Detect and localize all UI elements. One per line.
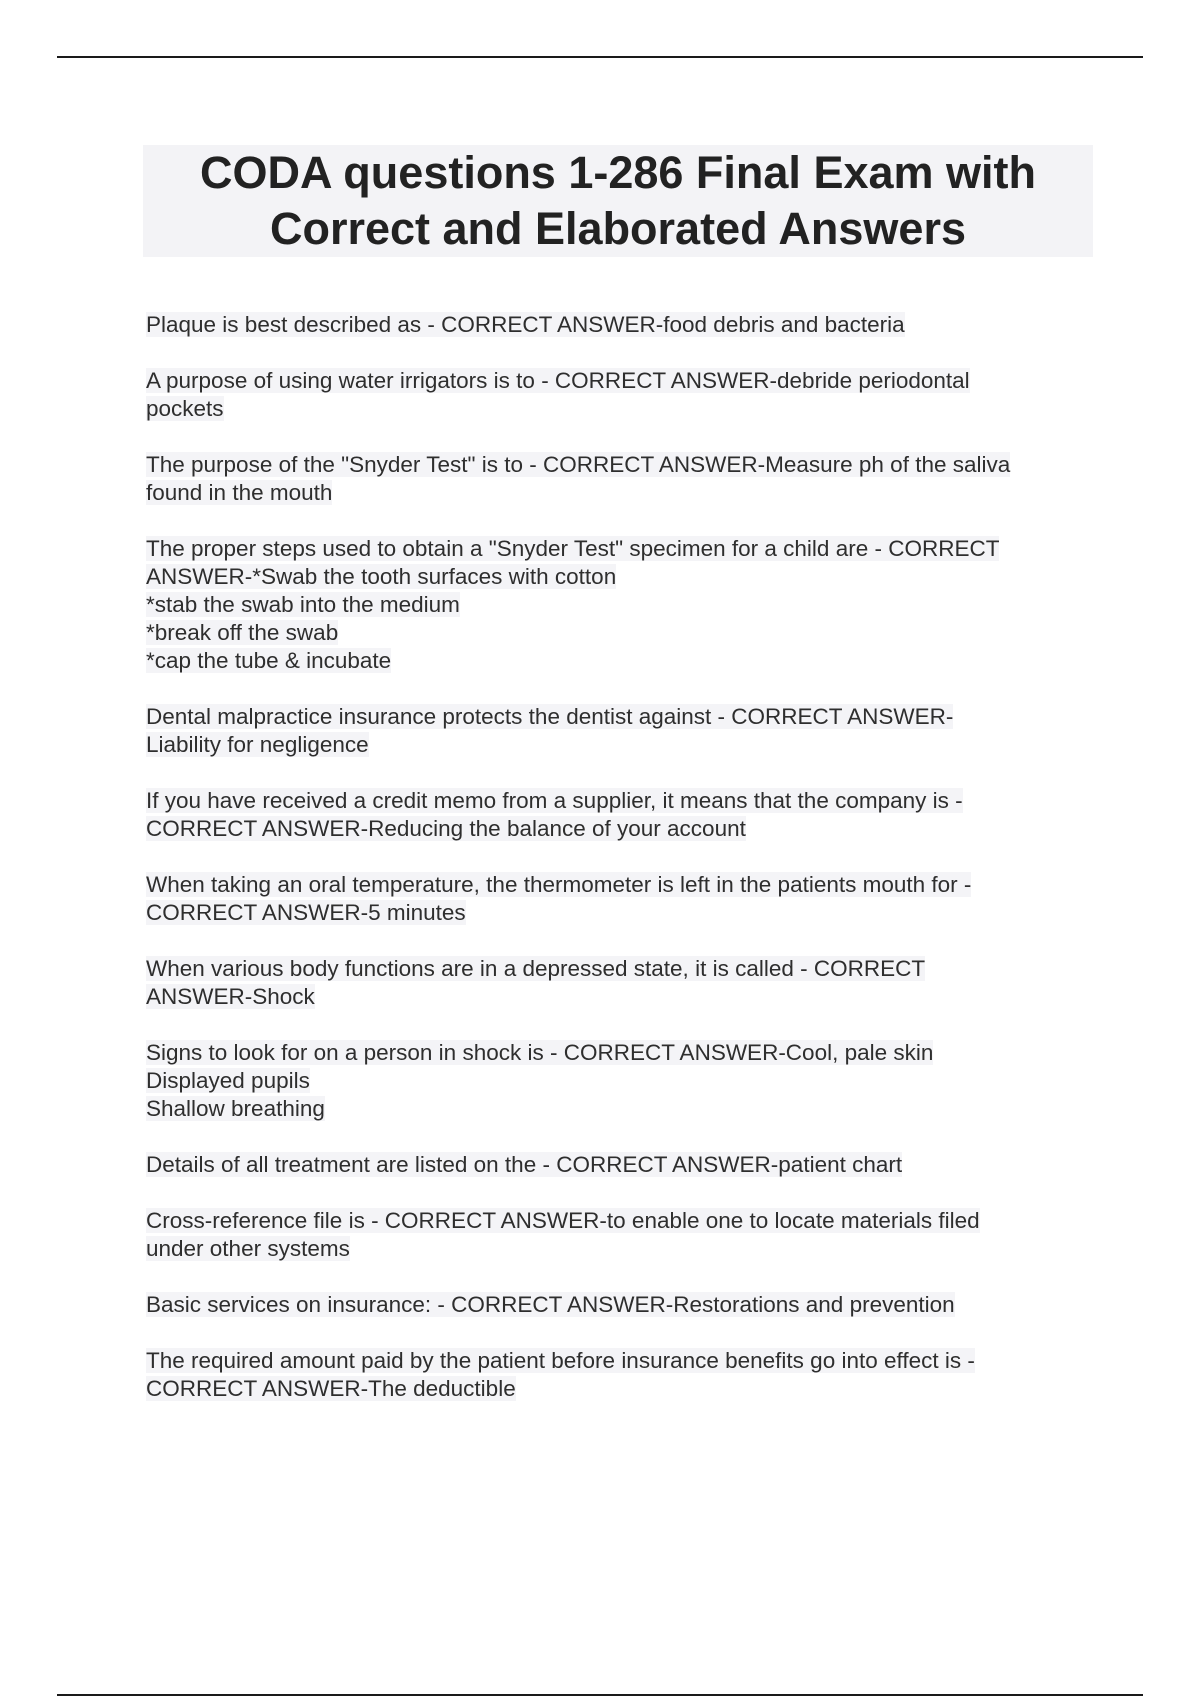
qa-line-text: The purpose of the "Snyder Test" is to - CORRECT ANSWER-Measure ph of the saliva	[146, 452, 1011, 477]
qa-line-text: under other systems	[146, 1236, 350, 1261]
title-line-1: CODA questions 1-286 Final Exam with	[199, 147, 1036, 198]
qa-item	[146, 703, 1086, 759]
qa-item	[146, 367, 1086, 423]
qa-line	[146, 395, 1086, 423]
qa-line-text: ANSWER-*Swab the tooth surfaces with cotton	[146, 564, 617, 589]
qa-line-text: A purpose of using water irrigators is to - CORRECT ANSWER-debride periodontal	[146, 368, 970, 393]
qa-item	[146, 955, 1086, 1011]
title-banner	[143, 145, 1093, 257]
qa-line	[146, 535, 1086, 563]
qa-line-text: Shallow breathing	[146, 1096, 325, 1121]
qa-line	[146, 787, 1086, 815]
qa-line	[146, 647, 1086, 675]
qa-line-text: Displayed pupils	[146, 1068, 310, 1093]
qa-line	[146, 591, 1086, 619]
qa-line	[146, 703, 1086, 731]
qa-item	[146, 311, 1086, 339]
qa-line	[146, 1067, 1086, 1095]
qa-item	[146, 451, 1086, 507]
qa-item	[146, 1151, 1086, 1179]
qa-line	[146, 1207, 1086, 1235]
qa-line	[146, 1095, 1086, 1123]
qa-item	[146, 1291, 1086, 1319]
qa-line-text: Plaque is best described as - CORRECT ANSWER-food debris and bacteria	[146, 312, 905, 337]
qa-line-text: When taking an oral temperature, the thermometer is left in the patients mouth for -	[146, 872, 972, 897]
qa-line	[146, 1235, 1086, 1263]
qa-line-text: Liability for negligence	[146, 732, 369, 757]
qa-line	[146, 479, 1086, 507]
qa-line-text: pockets	[146, 396, 224, 421]
qa-line-text: CORRECT ANSWER-Reducing the balance of your account	[146, 816, 746, 841]
qa-line-text: When various body functions are in a depressed state, it is called - CORRECT	[146, 956, 926, 981]
qa-line-text: CORRECT ANSWER-5 minutes	[146, 900, 466, 925]
qa-line-text: *break off the swab	[146, 620, 339, 645]
qa-item	[146, 1207, 1086, 1263]
footer-rule	[57, 1694, 1143, 1696]
qa-line	[146, 311, 1086, 339]
qa-line	[146, 731, 1086, 759]
qa-line-text: found in the mouth	[146, 480, 333, 505]
qa-line-text: Dental malpractice insurance protects the dentist against - CORRECT ANSWER-	[146, 704, 954, 729]
qa-line	[146, 815, 1086, 843]
title-line-2: Correct and Elaborated Answers	[269, 203, 966, 254]
qa-line-text: Signs to look for on a person in shock is - CORRECT ANSWER-Cool, pale skin	[146, 1040, 934, 1065]
qa-line-text: The required amount paid by the patient before insurance benefits go into effect is -	[146, 1348, 975, 1373]
document-title	[200, 145, 1036, 257]
qa-line-text: *stab the swab into the medium	[146, 592, 460, 617]
question-answer-list	[146, 311, 1086, 1431]
qa-line-text: Details of all treatment are listed on the - CORRECT ANSWER-patient chart	[146, 1152, 903, 1177]
qa-line	[146, 1375, 1086, 1403]
qa-item	[146, 535, 1086, 675]
qa-line	[146, 367, 1086, 395]
qa-item	[146, 787, 1086, 843]
qa-line	[146, 1151, 1086, 1179]
qa-line-text: CORRECT ANSWER-The deductible	[146, 1376, 516, 1401]
qa-item	[146, 1039, 1086, 1123]
qa-line-text: *cap the tube & incubate	[146, 648, 392, 673]
qa-line	[146, 1039, 1086, 1067]
qa-line	[146, 1347, 1086, 1375]
qa-item	[146, 1347, 1086, 1403]
qa-line-text: Cross-reference file is - CORRECT ANSWER-to enable one to locate materials filed	[146, 1208, 980, 1233]
qa-line	[146, 451, 1086, 479]
qa-line-text: Basic services on insurance: - CORRECT ANSWER-Restorations and prevention	[146, 1292, 955, 1317]
qa-line	[146, 955, 1086, 983]
qa-line	[146, 983, 1086, 1011]
qa-line	[146, 871, 1086, 899]
qa-line	[146, 563, 1086, 591]
qa-line-text: ANSWER-Shock	[146, 984, 315, 1009]
qa-line	[146, 899, 1086, 927]
qa-line-text: If you have received a credit memo from a supplier, it means that the company is -	[146, 788, 963, 813]
qa-item	[146, 871, 1086, 927]
qa-line	[146, 619, 1086, 647]
qa-line	[146, 1291, 1086, 1319]
qa-line-text: The proper steps used to obtain a "Snyder Test" specimen for a child are - CORRECT	[146, 536, 1000, 561]
header-rule	[57, 56, 1143, 58]
